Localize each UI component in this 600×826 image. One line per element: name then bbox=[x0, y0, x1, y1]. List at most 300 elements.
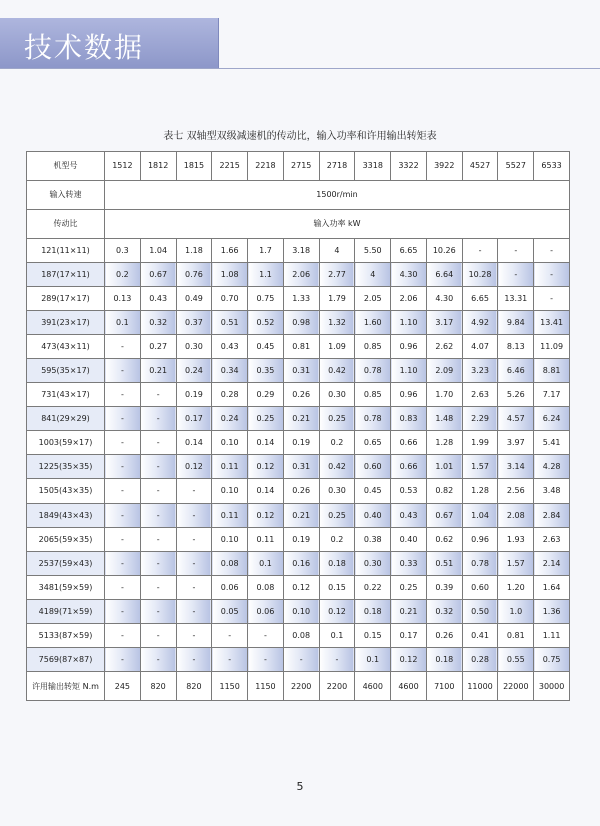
power-cell: 0.85 bbox=[355, 334, 391, 358]
power-cell: 0.37 bbox=[176, 310, 212, 334]
power-cell: 4.57 bbox=[498, 407, 534, 431]
power-cell: 0.42 bbox=[319, 455, 355, 479]
power-cell: 0.26 bbox=[426, 623, 462, 647]
power-cell: - bbox=[212, 623, 248, 647]
power-cell: 0.12 bbox=[391, 648, 427, 672]
power-cell: 0.12 bbox=[248, 455, 284, 479]
power-cell: 0.15 bbox=[319, 575, 355, 599]
power-cell: 2.63 bbox=[462, 383, 498, 407]
power-cell: 6.46 bbox=[498, 359, 534, 383]
input-speed-row bbox=[27, 180, 570, 209]
power-cell: 1.32 bbox=[319, 310, 355, 334]
table-row bbox=[27, 551, 570, 575]
power-cell: - bbox=[140, 383, 176, 407]
power-cell: - bbox=[140, 527, 176, 551]
power-cell: 0.49 bbox=[176, 286, 212, 310]
power-cell: 0.24 bbox=[176, 359, 212, 383]
power-cell: 0.24 bbox=[212, 407, 248, 431]
power-cell: 0.60 bbox=[462, 575, 498, 599]
power-cell: 0.08 bbox=[212, 551, 248, 575]
page-number: 5 bbox=[296, 780, 304, 793]
input-speed-label: 输入转速 bbox=[27, 180, 105, 209]
power-cell: - bbox=[534, 286, 570, 310]
model-header-cell: 5527 bbox=[498, 152, 534, 181]
model-header-cell: 3318 bbox=[355, 152, 391, 181]
table-row bbox=[27, 238, 570, 262]
torque-cell: 4600 bbox=[391, 672, 427, 701]
table-row bbox=[27, 648, 570, 672]
power-cell: 0.38 bbox=[355, 527, 391, 551]
power-cell: - bbox=[212, 648, 248, 672]
power-cell: 3.97 bbox=[498, 431, 534, 455]
power-cell: 0.11 bbox=[248, 527, 284, 551]
spec-table bbox=[26, 151, 570, 701]
power-cell: 0.18 bbox=[319, 551, 355, 575]
table-row bbox=[27, 286, 570, 310]
torque-cell: 245 bbox=[105, 672, 141, 701]
ratio-cell: 595(35×17) bbox=[27, 359, 105, 383]
power-cell: - bbox=[140, 503, 176, 527]
power-cell: 0.31 bbox=[283, 455, 319, 479]
power-cell: 2.06 bbox=[391, 286, 427, 310]
power-cell: 1.79 bbox=[319, 286, 355, 310]
model-header-cell: 2718 bbox=[319, 152, 355, 181]
table-row bbox=[27, 503, 570, 527]
power-cell: 0.60 bbox=[355, 455, 391, 479]
power-cell: 1.10 bbox=[391, 359, 427, 383]
ratio-cell: 5133(87×59) bbox=[27, 623, 105, 647]
torque-cell: 22000 bbox=[498, 672, 534, 701]
power-cell: 1.09 bbox=[319, 334, 355, 358]
power-cell: - bbox=[105, 527, 141, 551]
ratio-cell: 2537(59×43) bbox=[27, 551, 105, 575]
power-cell: 0.05 bbox=[212, 599, 248, 623]
power-cell: 0.18 bbox=[426, 648, 462, 672]
power-cell: 2.56 bbox=[498, 479, 534, 503]
power-cell: 6.24 bbox=[534, 407, 570, 431]
power-cell: 0.25 bbox=[248, 407, 284, 431]
table-row bbox=[27, 599, 570, 623]
power-cell: 10.28 bbox=[462, 262, 498, 286]
power-cell: - bbox=[534, 238, 570, 262]
power-cell: 0.67 bbox=[140, 262, 176, 286]
ratio-cell: 121(11×11) bbox=[27, 238, 105, 262]
power-cell: 0.26 bbox=[283, 383, 319, 407]
power-cell: 8.81 bbox=[534, 359, 570, 383]
power-cell: 0.16 bbox=[283, 551, 319, 575]
model-header-cell: 2715 bbox=[283, 152, 319, 181]
power-cell: 4 bbox=[355, 262, 391, 286]
table-row bbox=[27, 479, 570, 503]
power-cell: 1.60 bbox=[355, 310, 391, 334]
power-cell: 0.45 bbox=[355, 479, 391, 503]
power-cell: 13.31 bbox=[498, 286, 534, 310]
torque-cell: 1150 bbox=[212, 672, 248, 701]
power-cell: 0.28 bbox=[212, 383, 248, 407]
power-cell: - bbox=[105, 479, 141, 503]
power-cell: 0.14 bbox=[248, 431, 284, 455]
power-cell: 0.30 bbox=[319, 383, 355, 407]
power-cell: 3.18 bbox=[283, 238, 319, 262]
power-cell: 5.50 bbox=[355, 238, 391, 262]
power-cell: - bbox=[105, 575, 141, 599]
power-cell: 0.10 bbox=[283, 599, 319, 623]
power-cell: 0.19 bbox=[283, 431, 319, 455]
power-cell: 5.41 bbox=[534, 431, 570, 455]
power-cell: 11.09 bbox=[534, 334, 570, 358]
torque-cell: 820 bbox=[176, 672, 212, 701]
power-cell: 0.30 bbox=[319, 479, 355, 503]
power-cell: 4.30 bbox=[426, 286, 462, 310]
power-cell: 0.30 bbox=[355, 551, 391, 575]
power-cell: 0.25 bbox=[391, 575, 427, 599]
power-cell: 1.36 bbox=[534, 599, 570, 623]
ratio-cell: 1003(59×17) bbox=[27, 431, 105, 455]
power-cell: 0.31 bbox=[283, 359, 319, 383]
power-cell: 0.65 bbox=[355, 431, 391, 455]
model-header-cell: 1512 bbox=[105, 152, 141, 181]
power-cell: - bbox=[105, 623, 141, 647]
power-cell: 2.08 bbox=[498, 503, 534, 527]
power-cell: 2.77 bbox=[319, 262, 355, 286]
power-cell: 0.75 bbox=[248, 286, 284, 310]
power-cell: 2.06 bbox=[283, 262, 319, 286]
power-cell: 0.51 bbox=[426, 551, 462, 575]
power-cell: 4.07 bbox=[462, 334, 498, 358]
ratio-cell: 4189(71×59) bbox=[27, 599, 105, 623]
power-cell: 1.10 bbox=[391, 310, 427, 334]
power-cell: 0.75 bbox=[534, 648, 570, 672]
power-cell: 6.65 bbox=[391, 238, 427, 262]
power-cell: - bbox=[105, 383, 141, 407]
power-cell: 1.99 bbox=[462, 431, 498, 455]
power-cell: 4 bbox=[319, 238, 355, 262]
power-cell: - bbox=[176, 503, 212, 527]
model-header-cell: 1812 bbox=[140, 152, 176, 181]
power-cell: 0.12 bbox=[176, 455, 212, 479]
page-header bbox=[0, 18, 600, 69]
power-label: 输入功率 kW bbox=[105, 209, 570, 238]
power-cell: 0.33 bbox=[391, 551, 427, 575]
power-cell: 0.12 bbox=[248, 503, 284, 527]
power-cell: - bbox=[105, 599, 141, 623]
power-cell: 0.40 bbox=[391, 527, 427, 551]
ratio-cell: 7569(87×87) bbox=[27, 648, 105, 672]
ratio-cell: 391(23×17) bbox=[27, 310, 105, 334]
power-cell: 8.13 bbox=[498, 334, 534, 358]
power-cell: - bbox=[105, 407, 141, 431]
ratio-cell: 731(43×17) bbox=[27, 383, 105, 407]
power-cell: - bbox=[248, 623, 284, 647]
power-cell: 1.18 bbox=[176, 238, 212, 262]
power-cell: 2.63 bbox=[534, 527, 570, 551]
power-cell: 0.41 bbox=[462, 623, 498, 647]
ratio-cell: 841(29×29) bbox=[27, 407, 105, 431]
torque-cell: 1150 bbox=[248, 672, 284, 701]
power-cell: 1.04 bbox=[140, 238, 176, 262]
power-cell: - bbox=[105, 551, 141, 575]
power-cell: 1.11 bbox=[534, 623, 570, 647]
power-cell: 0.1 bbox=[355, 648, 391, 672]
power-cell: 0.14 bbox=[176, 431, 212, 455]
power-cell: 0.21 bbox=[140, 359, 176, 383]
power-cell: 0.10 bbox=[212, 479, 248, 503]
power-cell: 0.70 bbox=[212, 286, 248, 310]
ratio-cell: 1225(35×35) bbox=[27, 455, 105, 479]
power-cell: 0.21 bbox=[283, 407, 319, 431]
power-cell: 0.2 bbox=[319, 527, 355, 551]
ratio-label: 传动比 bbox=[27, 209, 105, 238]
power-cell: 0.96 bbox=[391, 334, 427, 358]
power-cell: 0.12 bbox=[283, 575, 319, 599]
power-cell: 1.57 bbox=[498, 551, 534, 575]
power-cell: 5.26 bbox=[498, 383, 534, 407]
ratio-cell: 473(43×11) bbox=[27, 334, 105, 358]
power-cell: 1.20 bbox=[498, 575, 534, 599]
power-cell: 0.67 bbox=[426, 503, 462, 527]
power-cell: - bbox=[248, 648, 284, 672]
power-cell: - bbox=[462, 238, 498, 262]
section-title-block bbox=[0, 18, 219, 68]
power-cell: 13.41 bbox=[534, 310, 570, 334]
power-cell: 1.04 bbox=[462, 503, 498, 527]
power-cell: 0.53 bbox=[391, 479, 427, 503]
power-cell: 1.93 bbox=[498, 527, 534, 551]
ratio-header-row bbox=[27, 209, 570, 238]
ratio-cell: 187(17×11) bbox=[27, 262, 105, 286]
power-cell: - bbox=[140, 479, 176, 503]
power-cell: - bbox=[176, 575, 212, 599]
power-cell: 0.43 bbox=[212, 334, 248, 358]
power-cell: 0.06 bbox=[248, 599, 284, 623]
table-row bbox=[27, 455, 570, 479]
power-cell: - bbox=[498, 262, 534, 286]
torque-cell: 4600 bbox=[355, 672, 391, 701]
power-cell: 0.26 bbox=[283, 479, 319, 503]
torque-cell: 2200 bbox=[283, 672, 319, 701]
table-row bbox=[27, 383, 570, 407]
torque-cell: 30000 bbox=[534, 672, 570, 701]
power-cell: 0.15 bbox=[355, 623, 391, 647]
power-cell: 3.48 bbox=[534, 479, 570, 503]
power-cell: 0.25 bbox=[319, 407, 355, 431]
power-cell: 0.78 bbox=[355, 359, 391, 383]
table-row bbox=[27, 334, 570, 358]
power-cell: 0.12 bbox=[319, 599, 355, 623]
power-cell: - bbox=[176, 623, 212, 647]
power-cell: 0.28 bbox=[462, 648, 498, 672]
model-header-cell: 6533 bbox=[534, 152, 570, 181]
power-cell: - bbox=[176, 527, 212, 551]
power-cell: 1.28 bbox=[426, 431, 462, 455]
power-cell: - bbox=[283, 648, 319, 672]
power-cell: - bbox=[140, 551, 176, 575]
power-cell: 0.45 bbox=[248, 334, 284, 358]
power-cell: 0.1 bbox=[319, 623, 355, 647]
power-cell: 0.42 bbox=[319, 359, 355, 383]
power-cell: 2.29 bbox=[462, 407, 498, 431]
power-cell: 0.29 bbox=[248, 383, 284, 407]
power-cell: 0.66 bbox=[391, 455, 427, 479]
power-cell: 0.50 bbox=[462, 599, 498, 623]
power-cell: 0.17 bbox=[391, 623, 427, 647]
power-cell: 0.25 bbox=[319, 503, 355, 527]
power-cell: 0.1 bbox=[105, 310, 141, 334]
power-cell: 7.17 bbox=[534, 383, 570, 407]
power-cell: 0.35 bbox=[248, 359, 284, 383]
power-cell: - bbox=[140, 599, 176, 623]
power-cell: 0.06 bbox=[212, 575, 248, 599]
power-cell: 0.3 bbox=[105, 238, 141, 262]
model-header-cell: 3922 bbox=[426, 152, 462, 181]
power-cell: 0.32 bbox=[140, 310, 176, 334]
power-cell: - bbox=[176, 551, 212, 575]
power-cell: 0.96 bbox=[391, 383, 427, 407]
power-cell: 0.66 bbox=[391, 431, 427, 455]
power-cell: 0.39 bbox=[426, 575, 462, 599]
power-cell: - bbox=[105, 455, 141, 479]
section-title: 技术数据 bbox=[24, 31, 145, 64]
power-cell: - bbox=[534, 262, 570, 286]
power-cell: 0.52 bbox=[248, 310, 284, 334]
power-cell: 0.08 bbox=[248, 575, 284, 599]
table-row bbox=[27, 359, 570, 383]
power-cell: 0.30 bbox=[176, 334, 212, 358]
power-cell: - bbox=[140, 623, 176, 647]
power-cell: 2.84 bbox=[534, 503, 570, 527]
power-cell: 2.14 bbox=[534, 551, 570, 575]
power-cell: - bbox=[105, 359, 141, 383]
power-cell: 0.21 bbox=[283, 503, 319, 527]
power-cell: 10.26 bbox=[426, 238, 462, 262]
power-cell: 1.70 bbox=[426, 383, 462, 407]
power-cell: - bbox=[319, 648, 355, 672]
power-cell: 1.28 bbox=[462, 479, 498, 503]
table-caption: 表七 双轴型双级减速机的传动比，输入功率和许用输出转矩表 bbox=[163, 131, 437, 142]
power-cell: - bbox=[105, 334, 141, 358]
power-cell: 0.17 bbox=[176, 407, 212, 431]
power-cell: 0.81 bbox=[283, 334, 319, 358]
power-cell: 0.82 bbox=[426, 479, 462, 503]
power-cell: 0.40 bbox=[355, 503, 391, 527]
header-label: 机型号 bbox=[27, 152, 105, 181]
power-cell: 0.32 bbox=[426, 599, 462, 623]
power-cell: 0.2 bbox=[105, 262, 141, 286]
power-cell: 1.48 bbox=[426, 407, 462, 431]
power-cell: 0.81 bbox=[498, 623, 534, 647]
ratio-cell: 3481(59×59) bbox=[27, 575, 105, 599]
power-cell: 0.19 bbox=[283, 527, 319, 551]
torque-label: 许用输出转矩 N.m bbox=[27, 672, 105, 701]
power-cell: 0.08 bbox=[283, 623, 319, 647]
power-cell: 0.27 bbox=[140, 334, 176, 358]
power-cell: - bbox=[498, 238, 534, 262]
power-cell: 0.83 bbox=[391, 407, 427, 431]
model-header-cell: 1815 bbox=[176, 152, 212, 181]
ratio-cell: 2065(59×35) bbox=[27, 527, 105, 551]
torque-cell: 820 bbox=[140, 672, 176, 701]
power-cell: - bbox=[140, 648, 176, 672]
power-cell: - bbox=[105, 431, 141, 455]
power-cell: 4.30 bbox=[391, 262, 427, 286]
power-cell: 0.78 bbox=[462, 551, 498, 575]
power-cell: 2.62 bbox=[426, 334, 462, 358]
power-cell: 0.43 bbox=[140, 286, 176, 310]
power-cell: - bbox=[176, 479, 212, 503]
power-cell: 0.34 bbox=[212, 359, 248, 383]
power-cell: 0.11 bbox=[212, 455, 248, 479]
torque-row bbox=[27, 672, 570, 701]
power-cell: 0.1 bbox=[248, 551, 284, 575]
power-cell: 2.09 bbox=[426, 359, 462, 383]
table-row bbox=[27, 431, 570, 455]
power-cell: 1.01 bbox=[426, 455, 462, 479]
model-header-cell: 2218 bbox=[248, 152, 284, 181]
power-cell: 0.11 bbox=[212, 503, 248, 527]
power-cell: - bbox=[140, 407, 176, 431]
power-cell: 1.0 bbox=[498, 599, 534, 623]
power-cell: 3.17 bbox=[426, 310, 462, 334]
power-cell: 0.10 bbox=[212, 431, 248, 455]
table-row bbox=[27, 407, 570, 431]
torque-cell: 7100 bbox=[426, 672, 462, 701]
power-cell: 0.55 bbox=[498, 648, 534, 672]
power-cell: 6.65 bbox=[462, 286, 498, 310]
power-cell: - bbox=[140, 575, 176, 599]
model-header-cell: 2215 bbox=[212, 152, 248, 181]
table-row bbox=[27, 527, 570, 551]
ratio-cell: 289(17×17) bbox=[27, 286, 105, 310]
header-row bbox=[27, 152, 570, 181]
power-cell: - bbox=[105, 503, 141, 527]
power-cell: 0.19 bbox=[176, 383, 212, 407]
ratio-cell: 1849(43×43) bbox=[27, 503, 105, 527]
spec-table-body bbox=[27, 152, 570, 701]
power-cell: 0.22 bbox=[355, 575, 391, 599]
power-cell: 0.98 bbox=[283, 310, 319, 334]
power-cell: 0.78 bbox=[355, 407, 391, 431]
power-cell: 4.28 bbox=[534, 455, 570, 479]
model-header-cell: 4527 bbox=[462, 152, 498, 181]
power-cell: 1.57 bbox=[462, 455, 498, 479]
input-speed-value: 1500r/min bbox=[105, 180, 570, 209]
power-cell: 0.43 bbox=[391, 503, 427, 527]
power-cell: 0.10 bbox=[212, 527, 248, 551]
ratio-cell: 1505(43×35) bbox=[27, 479, 105, 503]
power-cell: 4.92 bbox=[462, 310, 498, 334]
power-cell: - bbox=[176, 648, 212, 672]
power-cell: 0.96 bbox=[462, 527, 498, 551]
power-cell: 2.05 bbox=[355, 286, 391, 310]
power-cell: - bbox=[176, 599, 212, 623]
table-row bbox=[27, 623, 570, 647]
torque-cell: 11000 bbox=[462, 672, 498, 701]
power-cell: 3.14 bbox=[498, 455, 534, 479]
power-cell: 0.13 bbox=[105, 286, 141, 310]
power-cell: - bbox=[140, 431, 176, 455]
power-cell: 6.64 bbox=[426, 262, 462, 286]
power-cell: 1.08 bbox=[212, 262, 248, 286]
power-cell: 1.33 bbox=[283, 286, 319, 310]
table-row bbox=[27, 262, 570, 286]
power-cell: 1.1 bbox=[248, 262, 284, 286]
power-cell: 0.21 bbox=[391, 599, 427, 623]
power-cell: - bbox=[140, 455, 176, 479]
power-cell: 3.23 bbox=[462, 359, 498, 383]
power-cell: 1.64 bbox=[534, 575, 570, 599]
power-cell: 0.51 bbox=[212, 310, 248, 334]
power-cell: 9.84 bbox=[498, 310, 534, 334]
